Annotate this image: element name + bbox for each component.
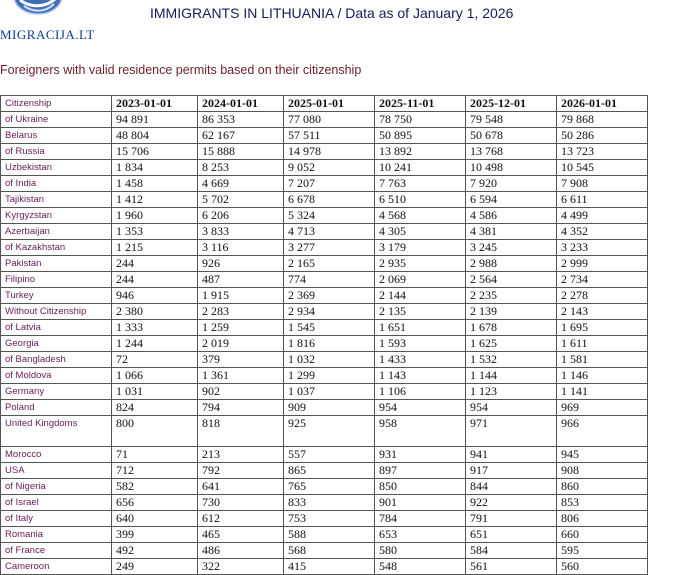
value-cell: 4 499 [557,208,648,224]
value-cell: 465 [198,527,284,543]
value-cell: 10 241 [375,160,466,176]
citizenship-cell: United Kingdoms [1,416,112,447]
value-cell: 415 [284,559,375,575]
value-cell: 1 141 [557,384,648,400]
table-row [1,224,648,240]
table-row [1,112,648,128]
value-cell: 249 [112,559,198,575]
value-cell: 931 [375,447,466,463]
value-cell: 8 253 [198,160,284,176]
column-header: 2025-01-01 [284,96,375,112]
citizenship-cell: Turkey [1,288,112,304]
value-cell: 800 [112,416,198,447]
value-cell: 57 511 [284,128,375,144]
value-cell: 1 031 [112,384,198,400]
citizenship-cell: Cameroon [1,559,112,575]
value-cell: 656 [112,495,198,511]
column-header: 2023-01-01 [112,96,198,112]
citizenship-cell: Kyrgyzstan [1,208,112,224]
table-row [1,160,648,176]
value-cell: 6 678 [284,192,375,208]
table-row [1,384,648,400]
table-row [1,336,648,352]
value-cell: 660 [557,527,648,543]
value-cell: 7 763 [375,176,466,192]
value-cell: 612 [198,511,284,527]
value-cell: 1 816 [284,336,375,352]
value-cell: 1 625 [466,336,557,352]
value-cell: 774 [284,272,375,288]
value-cell: 1 215 [112,240,198,256]
citizenship-cell: of Bangladesh [1,352,112,368]
value-cell: 917 [466,463,557,479]
table-row [1,128,648,144]
value-cell: 824 [112,400,198,416]
value-cell: 6 510 [375,192,466,208]
citizenship-cell: Germany [1,384,112,400]
value-cell: 4 713 [284,224,375,240]
value-cell: 651 [466,527,557,543]
value-cell: 1 032 [284,352,375,368]
table-row [1,208,648,224]
value-cell: 4 586 [466,208,557,224]
value-cell: 908 [557,463,648,479]
citizenship-cell: of France [1,543,112,559]
value-cell: 13 892 [375,144,466,160]
value-cell: 588 [284,527,375,543]
value-cell: 966 [557,416,648,447]
value-cell: 1 695 [557,320,648,336]
table-row [1,288,648,304]
value-cell: 1 123 [466,384,557,400]
value-cell: 2 135 [375,304,466,320]
value-cell: 79 548 [466,112,557,128]
value-cell: 4 381 [466,224,557,240]
value-cell: 925 [284,416,375,447]
value-cell: 1 593 [375,336,466,352]
value-cell: 2 283 [198,304,284,320]
value-cell: 1 678 [466,320,557,336]
value-cell: 946 [112,288,198,304]
value-cell: 765 [284,479,375,495]
value-cell: 584 [466,543,557,559]
citizenship-cell: Poland [1,400,112,416]
value-cell: 860 [557,479,648,495]
value-cell: 1 066 [112,368,198,384]
value-cell: 78 750 [375,112,466,128]
value-cell: 1 361 [198,368,284,384]
value-cell: 2 069 [375,272,466,288]
value-cell: 1 960 [112,208,198,224]
value-cell: 2 380 [112,304,198,320]
value-cell: 1 545 [284,320,375,336]
value-cell: 492 [112,543,198,559]
value-cell: 1 458 [112,176,198,192]
value-cell: 13 768 [466,144,557,160]
table-row [1,416,648,447]
value-cell: 3 833 [198,224,284,240]
value-cell: 6 611 [557,192,648,208]
citizenship-cell: Morocco [1,447,112,463]
value-cell: 15 706 [112,144,198,160]
value-cell: 2 934 [284,304,375,320]
table-row [1,240,648,256]
value-cell: 2 999 [557,256,648,272]
value-cell: 561 [466,559,557,575]
value-cell: 244 [112,272,198,288]
column-header: Citizenship [1,96,112,112]
value-cell: 1 106 [375,384,466,400]
value-cell: 784 [375,511,466,527]
logo [0,0,120,46]
value-cell: 3 116 [198,240,284,256]
value-cell: 10 545 [557,160,648,176]
value-cell: 653 [375,527,466,543]
value-cell: 62 167 [198,128,284,144]
value-cell: 1 915 [198,288,284,304]
value-cell: 244 [112,256,198,272]
value-cell: 1 412 [112,192,198,208]
value-cell: 958 [375,416,466,447]
value-cell: 3 233 [557,240,648,256]
value-cell: 969 [557,400,648,416]
table-row [1,192,648,208]
value-cell: 15 888 [198,144,284,160]
value-cell: 1 244 [112,336,198,352]
value-cell: 14 978 [284,144,375,160]
value-cell: 753 [284,511,375,527]
value-cell: 1 259 [198,320,284,336]
citizenship-cell: of Russia [1,144,112,160]
table-row [1,479,648,495]
table-row [1,447,648,463]
value-cell: 865 [284,463,375,479]
value-cell: 557 [284,447,375,463]
value-cell: 844 [466,479,557,495]
value-cell: 13 723 [557,144,648,160]
value-cell: 595 [557,543,648,559]
value-cell: 792 [198,463,284,479]
value-cell: 922 [466,495,557,511]
value-cell: 560 [557,559,648,575]
value-cell: 712 [112,463,198,479]
value-cell: 2 988 [466,256,557,272]
value-cell: 4 305 [375,224,466,240]
value-cell: 6 594 [466,192,557,208]
value-cell: 954 [466,400,557,416]
value-cell: 730 [198,495,284,511]
value-cell: 1 532 [466,352,557,368]
value-cell: 486 [198,543,284,559]
value-cell: 791 [466,511,557,527]
table-row [1,543,648,559]
value-cell: 379 [198,352,284,368]
value-cell: 94 891 [112,112,198,128]
value-cell: 1 143 [375,368,466,384]
value-cell: 2 019 [198,336,284,352]
value-cell: 4 352 [557,224,648,240]
page-title: IMMIGRANTS IN LITHUANIA / Data as of January 1, 2026 [150,5,514,21]
value-cell: 7 920 [466,176,557,192]
value-cell: 77 080 [284,112,375,128]
value-cell: 926 [198,256,284,272]
value-cell: 399 [112,527,198,543]
value-cell: 1 146 [557,368,648,384]
value-cell: 5 324 [284,208,375,224]
table-row [1,495,648,511]
value-cell: 580 [375,543,466,559]
value-cell: 2 165 [284,256,375,272]
table-row [1,320,648,336]
column-header: 2025-12-01 [466,96,557,112]
table-row [1,527,648,543]
citizenship-cell: Azerbaijan [1,224,112,240]
value-cell: 806 [557,511,648,527]
value-cell: 50 895 [375,128,466,144]
citizenship-cell: of India [1,176,112,192]
value-cell: 2 734 [557,272,648,288]
value-cell: 213 [198,447,284,463]
citizenship-cell: Georgia [1,336,112,352]
value-cell: 2 143 [557,304,648,320]
value-cell: 2 564 [466,272,557,288]
value-cell: 1 333 [112,320,198,336]
value-cell: 2 369 [284,288,375,304]
value-cell: 1 581 [557,352,648,368]
citizenship-cell: Romania [1,527,112,543]
table-row [1,368,648,384]
citizenship-cell: Tajikistan [1,192,112,208]
value-cell: 2 139 [466,304,557,320]
table-row [1,463,648,479]
value-cell: 3 179 [375,240,466,256]
value-cell: 941 [466,447,557,463]
citizenship-cell: of Nigeria [1,479,112,495]
value-cell: 850 [375,479,466,495]
value-cell: 568 [284,543,375,559]
table-row [1,352,648,368]
globe-icon [10,0,66,16]
value-cell: 897 [375,463,466,479]
value-cell: 954 [375,400,466,416]
value-cell: 641 [198,479,284,495]
citizenship-cell: of Israel [1,495,112,511]
value-cell: 487 [198,272,284,288]
citizenship-cell: of Latvia [1,320,112,336]
column-header: 2026-01-01 [557,96,648,112]
table-row [1,272,648,288]
citizenship-cell: Belarus [1,128,112,144]
table-subtitle: Foreigners with valid residence permits based on their citizenship [0,63,362,77]
value-cell: 2 935 [375,256,466,272]
value-cell: 10 498 [466,160,557,176]
table-row [1,511,648,527]
value-cell: 48 804 [112,128,198,144]
value-cell: 1 037 [284,384,375,400]
value-cell: 1 144 [466,368,557,384]
value-cell: 4 568 [375,208,466,224]
value-cell: 1 834 [112,160,198,176]
table-row [1,559,648,575]
column-header: 2025-11-01 [375,96,466,112]
value-cell: 322 [198,559,284,575]
value-cell: 833 [284,495,375,511]
value-cell: 3 277 [284,240,375,256]
citizenship-cell: Pakistan [1,256,112,272]
value-cell: 1 651 [375,320,466,336]
table-row [1,176,648,192]
value-cell: 50 286 [557,128,648,144]
value-cell: 945 [557,447,648,463]
value-cell: 901 [375,495,466,511]
value-cell: 909 [284,400,375,416]
citizenship-cell: of Moldova [1,368,112,384]
value-cell: 2 144 [375,288,466,304]
citizenship-cell: of Ukraine [1,112,112,128]
table-row [1,256,648,272]
citizenship-cell: of Italy [1,511,112,527]
value-cell: 6 206 [198,208,284,224]
value-cell: 86 353 [198,112,284,128]
value-cell: 5 702 [198,192,284,208]
value-cell: 1 611 [557,336,648,352]
value-cell: 7 207 [284,176,375,192]
column-header: 2024-01-01 [198,96,284,112]
value-cell: 971 [466,416,557,447]
value-cell: 72 [112,352,198,368]
value-cell: 50 678 [466,128,557,144]
table-row [1,144,648,160]
value-cell: 1 299 [284,368,375,384]
value-cell: 3 245 [466,240,557,256]
logo-text: MIGRACIJA.LT [0,27,95,42]
value-cell: 1 433 [375,352,466,368]
value-cell: 853 [557,495,648,511]
citizenship-cell: Filipino [1,272,112,288]
value-cell: 640 [112,511,198,527]
table-row [1,400,648,416]
value-cell: 582 [112,479,198,495]
residence-permits-table [0,95,648,575]
value-cell: 79 868 [557,112,648,128]
value-cell: 71 [112,447,198,463]
value-cell: 548 [375,559,466,575]
value-cell: 2 235 [466,288,557,304]
value-cell: 794 [198,400,284,416]
citizenship-cell: Uzbekistan [1,160,112,176]
value-cell: 2 278 [557,288,648,304]
value-cell: 1 353 [112,224,198,240]
citizenship-cell: of Kazakhstan [1,240,112,256]
table-row [1,304,648,320]
citizenship-cell: USA [1,463,112,479]
table-header-row [1,96,648,112]
value-cell: 7 908 [557,176,648,192]
value-cell: 818 [198,416,284,447]
value-cell: 902 [198,384,284,400]
citizenship-cell: Without Citizenship [1,304,112,320]
value-cell: 4 669 [198,176,284,192]
value-cell: 9 052 [284,160,375,176]
